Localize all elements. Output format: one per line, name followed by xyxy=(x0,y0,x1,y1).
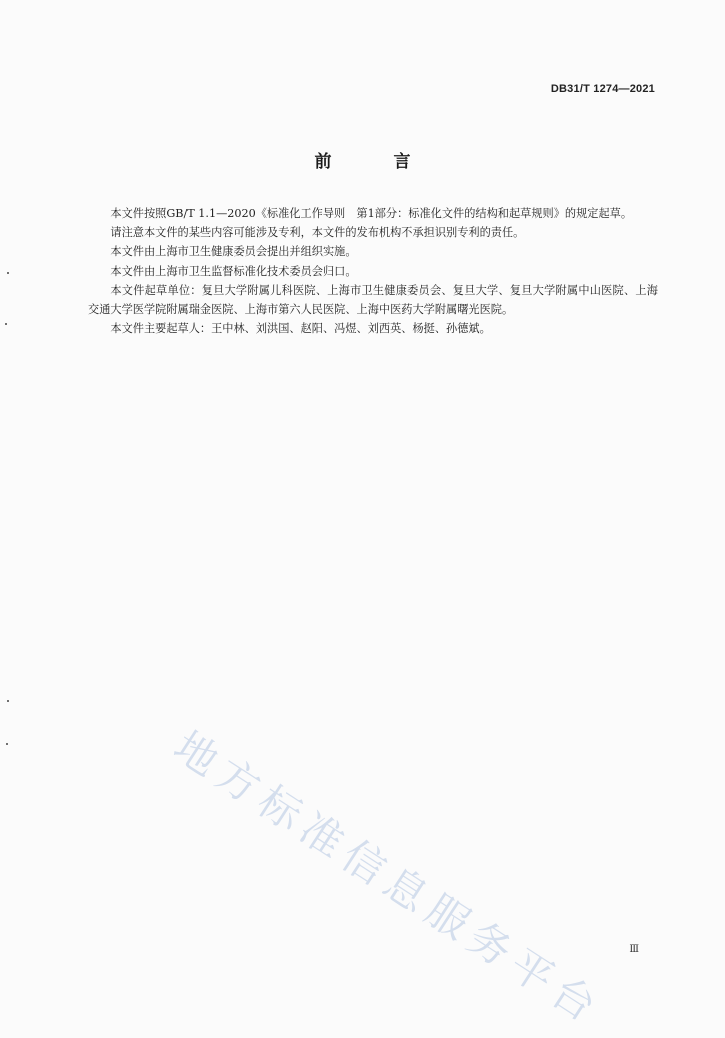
document-code: DB31/T 1274—2021 xyxy=(550,83,655,95)
margin-mark xyxy=(7,700,9,702)
paragraph-patent-notice: 请注意本文件的某些内容可能涉及专利，本文件的发布机构不承担识别专利的责任。 xyxy=(110,226,525,240)
margin-mark xyxy=(7,272,9,274)
margin-mark xyxy=(5,323,7,325)
paragraph-centralized-unit: 本文件由上海市卫生监督标准化技术委员会归口。 xyxy=(110,264,357,278)
margin-mark xyxy=(6,743,8,745)
foreword-body xyxy=(88,204,658,338)
watermark: 地方标准信息服务平台 xyxy=(165,721,612,1035)
paragraph-drafting-basis: 本文件按照GB/T 1.1—2020《标准化工作导则 第1部分：标准化文件的结构和起草规则》的规定起草。 xyxy=(110,207,633,220)
page-title: 前 言 xyxy=(314,152,439,172)
paragraph-proposer: 本文件由上海市卫生健康委员会提出并组织实施。 xyxy=(110,245,357,259)
page-number: Ⅲ xyxy=(629,944,639,955)
paragraph-drafting-units: 本文件起草单位：复旦大学附属儿科医院、上海市卫生健康委员会、复旦大学、复旦大学附属中山医院、上海交通大学医学院附属瑞金医院、上海市第六人民医院、上海中医药大学附属曙光医院。 xyxy=(88,283,658,317)
paragraph-drafters: 本文件主要起草人：王中林、刘洪国、赵阳、冯煜、刘西英、杨挺、孙德斌。 xyxy=(110,322,491,336)
